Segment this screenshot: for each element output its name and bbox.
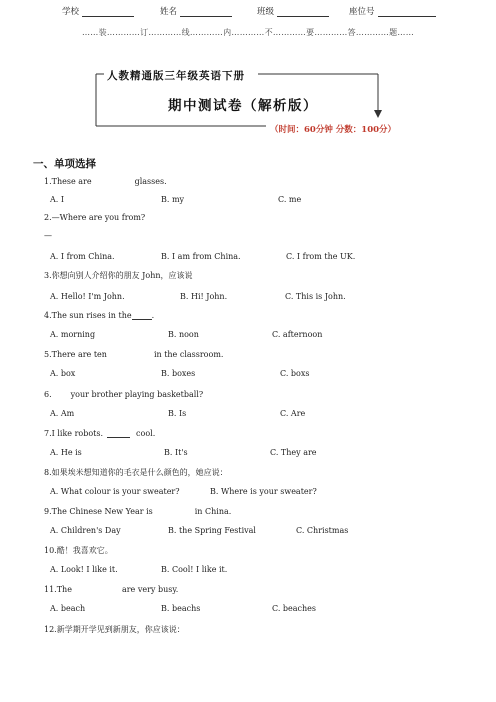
option-b: B. the Spring Festival bbox=[168, 526, 256, 535]
question-9 bbox=[44, 507, 231, 516]
class-label: 班级 bbox=[257, 7, 275, 17]
question-stem-end: glasses. bbox=[134, 177, 167, 186]
option-c: C. They are bbox=[270, 448, 317, 457]
frame-arrow-head bbox=[374, 110, 382, 118]
seal-line: ……装…………订…………线…………内…………不…………要…………答…………题…… bbox=[82, 28, 414, 37]
time-score-info: （时间：60分钟 分数：100分） bbox=[270, 125, 397, 135]
answer-dash: — bbox=[44, 231, 52, 240]
option-c: C. afternoon bbox=[272, 330, 323, 339]
section-heading: 一、单项选择 bbox=[33, 158, 96, 170]
option-b: B. It's bbox=[164, 448, 188, 457]
option-a: A. Children's Day bbox=[50, 526, 121, 535]
question-8: 8.如果埃米想知道你的毛衣是什么颜色的，她应说： bbox=[44, 468, 228, 477]
question-stem: 9.The Chinese New Year is bbox=[44, 507, 153, 516]
option-c: C. boxs bbox=[280, 369, 310, 378]
option-a: A. morning bbox=[50, 330, 96, 339]
question-stem: 4.The sun rises in the bbox=[44, 311, 132, 320]
question-stem-end: in China. bbox=[194, 507, 232, 516]
question-5 bbox=[44, 350, 223, 359]
name-label: 姓名 bbox=[160, 7, 178, 17]
question-10: 10.酷！我喜欢它。 bbox=[44, 546, 113, 555]
question-stem-end: your brother playing basketball? bbox=[70, 390, 204, 399]
exam-title: 人教精通版三年级英语下册 bbox=[107, 70, 245, 82]
question-7 bbox=[44, 429, 155, 438]
question-2 bbox=[44, 213, 145, 222]
option-b: B. Cool! I like it. bbox=[161, 565, 228, 574]
question-stem: 7.I like robots. bbox=[44, 429, 104, 438]
option-b: B. noon bbox=[168, 330, 199, 339]
option-b: B. Is bbox=[168, 409, 187, 418]
option-b: B. beachs bbox=[161, 604, 201, 613]
option-a: A. Look! I like it. bbox=[50, 565, 118, 574]
question-stem-end: cool. bbox=[136, 429, 156, 438]
question-stem-end: . bbox=[151, 311, 155, 320]
option-b: B. I am from China. bbox=[161, 252, 241, 261]
question-stem: 2.—Where are you from? bbox=[44, 213, 146, 222]
option-c: C. Are bbox=[280, 409, 306, 418]
question-stem: 11.The bbox=[44, 585, 72, 594]
option-b: B. my bbox=[161, 195, 185, 204]
question-stem: 5.There are ten bbox=[44, 350, 107, 359]
option-b: B. Hi! John. bbox=[180, 292, 228, 301]
option-c: C. beaches bbox=[272, 604, 317, 613]
school-label: 学校 bbox=[62, 7, 80, 17]
option-a: A. What colour is your sweater? bbox=[50, 487, 180, 496]
question-3: 3.你想向别人介绍你的朋友 John，应该说 bbox=[44, 271, 193, 280]
exam-subtitle: 期中测试卷（解析版） bbox=[168, 98, 318, 114]
option-a: A. Hello! I'm John. bbox=[50, 292, 125, 301]
question-stem-end: are very busy. bbox=[121, 585, 179, 594]
option-b: B. boxes bbox=[161, 369, 196, 378]
option-a: A. Am bbox=[50, 409, 75, 418]
question-stem: 6. bbox=[44, 390, 52, 399]
question-1 bbox=[44, 177, 167, 186]
option-c: C. This is John. bbox=[285, 292, 346, 301]
option-a: A. He is bbox=[50, 448, 82, 457]
answer-blank bbox=[107, 430, 130, 438]
option-c: C. Christmas bbox=[296, 526, 349, 535]
question-11 bbox=[44, 585, 178, 594]
option-b: B. Where is your sweater? bbox=[210, 487, 317, 496]
question-12: 12.新学期开学见到新朋友，你应该说： bbox=[44, 625, 185, 634]
option-a: A. box bbox=[50, 369, 76, 378]
answer-blank bbox=[132, 312, 152, 320]
option-a: A. beach bbox=[50, 604, 86, 613]
option-a: A. I from China. bbox=[50, 252, 115, 261]
option-c: C. I from the UK. bbox=[286, 252, 356, 261]
question-6 bbox=[44, 390, 203, 399]
seat-label: 座位号 bbox=[349, 7, 375, 17]
option-a: A. I bbox=[50, 195, 65, 204]
question-stem-end: in the classroom. bbox=[153, 350, 224, 359]
question-stem: 1.These are bbox=[44, 177, 92, 186]
option-c: C. me bbox=[278, 195, 302, 204]
title-frame-decoration bbox=[0, 0, 496, 160]
question-4 bbox=[44, 311, 154, 320]
